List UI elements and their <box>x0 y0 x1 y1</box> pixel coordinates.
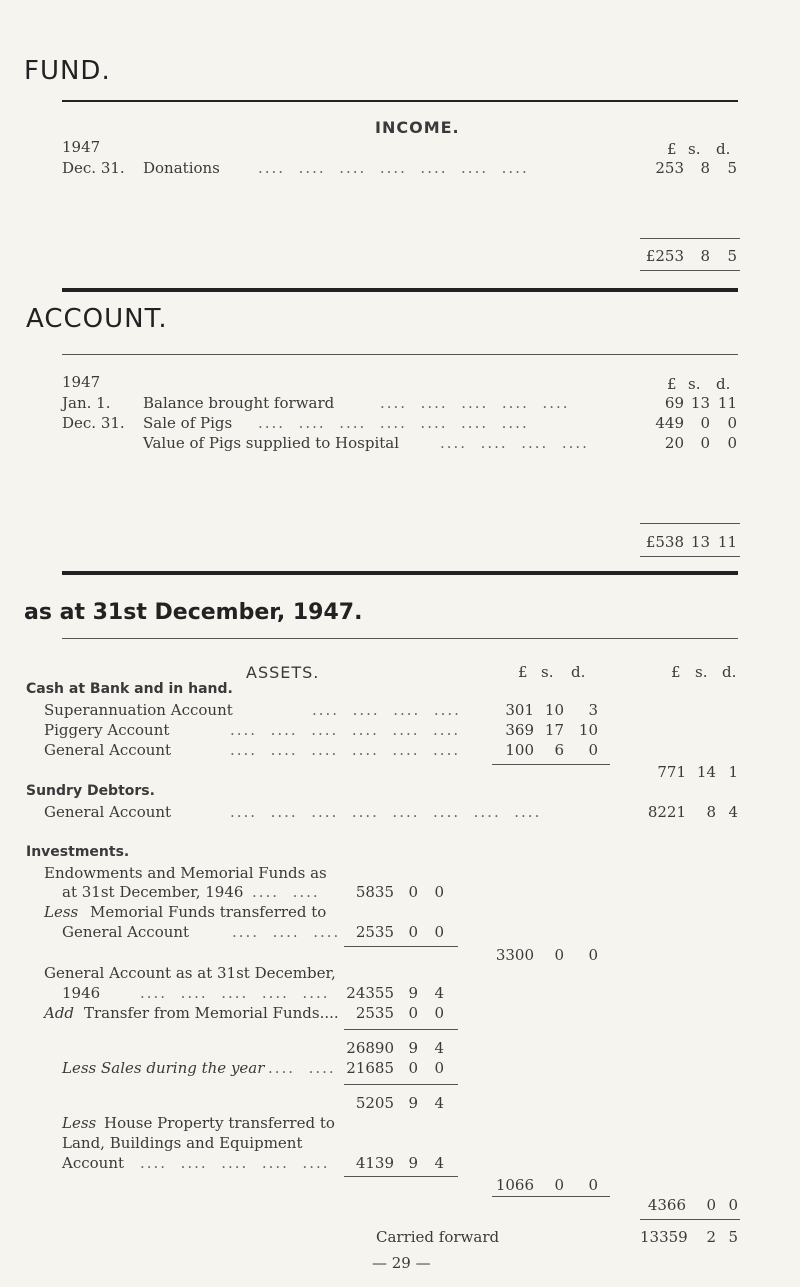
cash-d: 0 <box>588 741 598 759</box>
leader-dots: .... .... .... .... .... .... .... <box>258 159 529 177</box>
investments-heading: Investments. <box>26 844 130 860</box>
income-year: 1947 <box>62 138 101 156</box>
cash-l: 100 <box>505 741 534 759</box>
less3-label: Less <box>62 1114 97 1132</box>
cash-d: 3 <box>588 701 598 719</box>
endow-net-l: 3300 <box>495 946 534 964</box>
total-rule <box>640 270 740 271</box>
leader-dots: .... .... .... .... .... .... <box>230 741 461 759</box>
general-net-d: 0 <box>588 1176 598 1194</box>
account-desc: Value of Pigs supplied to Hospital <box>143 434 400 452</box>
investments-total-s: 0 <box>706 1196 716 1214</box>
income-col-l: £ <box>667 140 677 158</box>
less3-d: 4 <box>434 1154 444 1172</box>
less2-s: 0 <box>408 1059 418 1077</box>
account-date: Jan. 1. <box>62 394 111 412</box>
cash-s: 17 <box>544 721 564 739</box>
sub1-s: 9 <box>408 1039 418 1057</box>
subtotal-rule <box>344 1084 458 1085</box>
less1-label: Less <box>44 903 79 921</box>
add-l: 2535 <box>355 1004 394 1022</box>
assets-heading: ASSETS. <box>246 663 320 682</box>
cash-desc: Piggery Account <box>44 721 170 739</box>
divider <box>62 354 738 355</box>
divider <box>62 288 738 292</box>
sub1-l: 26890 <box>346 1039 394 1057</box>
cash-s: 10 <box>544 701 564 719</box>
endow-s: 0 <box>408 883 418 901</box>
less1-d: 0 <box>434 923 444 941</box>
general-d: 4 <box>434 984 444 1002</box>
subtotal-rule <box>344 946 458 947</box>
general-net-s: 0 <box>554 1176 564 1194</box>
leader-dots: .... .... .... .... <box>312 701 461 719</box>
col2-d: d. <box>722 663 737 681</box>
less1-line2: General Account <box>62 923 190 941</box>
divider <box>62 100 738 102</box>
endow-net-d: 0 <box>588 946 598 964</box>
less1-line1: Memorial Funds transferred to <box>90 903 327 921</box>
divider <box>62 638 738 639</box>
carried-forward-label: Carried forward <box>376 1228 500 1246</box>
general-s: 9 <box>408 984 418 1002</box>
account-s: 13 <box>690 394 710 412</box>
debtors-d: 4 <box>728 803 738 821</box>
account-total-d: 11 <box>717 533 737 551</box>
account-date: Dec. 31. <box>62 414 125 432</box>
account-s: 0 <box>700 414 710 432</box>
leader-dots: .... .... .... .... .... .... .... .... <box>230 803 542 821</box>
balance-heading: as at 31st December, 1947. <box>24 600 363 625</box>
endow-l: 5835 <box>355 883 394 901</box>
leader-dots: .... .... <box>268 1059 336 1077</box>
total-rule <box>640 556 740 557</box>
less3-line3: Account <box>62 1154 125 1172</box>
cash-desc: General Account <box>44 741 172 759</box>
income-d: 5 <box>727 159 737 177</box>
account-s: 0 <box>700 434 710 452</box>
account-desc: Balance brought forward <box>143 394 335 412</box>
less2-label: Less Sales during the year <box>62 1059 265 1077</box>
account-year: 1947 <box>62 373 101 391</box>
investments-total-d: 0 <box>728 1196 738 1214</box>
endow-net-s: 0 <box>554 946 564 964</box>
debtors-desc: General Account <box>44 803 172 821</box>
sub2-s: 9 <box>408 1094 418 1112</box>
cash-d: 10 <box>578 721 598 739</box>
income-total-d: 5 <box>727 247 737 265</box>
total-rule <box>640 1219 740 1220</box>
col2-s: s. <box>695 663 708 681</box>
account-desc: Sale of Pigs <box>143 414 233 432</box>
page-number: — 29 — <box>372 1254 431 1272</box>
less3-line1: House Property transferred to <box>104 1114 335 1132</box>
debtors-heading: Sundry Debtors. <box>26 783 155 799</box>
add-desc: Transfer from Memorial Funds.... <box>84 1004 339 1022</box>
endow-d: 0 <box>434 883 444 901</box>
cash-total-l: 771 <box>657 763 686 781</box>
account-title: ACCOUNT. <box>26 304 168 334</box>
col1-s: s. <box>541 663 554 681</box>
account-col-l: £ <box>667 375 677 393</box>
less2-d: 0 <box>434 1059 444 1077</box>
general-line2: 1946 <box>62 984 101 1002</box>
less2-l: 21685 <box>346 1059 394 1077</box>
general-l: 24355 <box>346 984 394 1002</box>
general-net-l: 1066 <box>495 1176 534 1194</box>
account-l: 69 <box>664 394 684 412</box>
account-l: 20 <box>664 434 684 452</box>
less1-l: 2535 <box>355 923 394 941</box>
income-l: 253 <box>655 159 684 177</box>
leader-dots: .... .... .... .... .... <box>140 984 330 1002</box>
income-heading: INCOME. <box>375 118 460 137</box>
carried-forward-s: 2 <box>706 1228 716 1246</box>
subtotal-rule <box>492 764 610 765</box>
cash-heading: Cash at Bank and in hand. <box>26 681 233 697</box>
endow-line2: at 31st December, 1946 <box>62 883 244 901</box>
cash-l: 369 <box>505 721 534 739</box>
account-l: 449 <box>655 414 684 432</box>
subtotal-rule <box>344 1176 458 1177</box>
account-col-s: s. <box>688 375 701 393</box>
fund-title: FUND. <box>24 56 111 86</box>
cash-desc: Superannuation Account <box>44 701 233 719</box>
sub1-d: 4 <box>434 1039 444 1057</box>
income-col-d: d. <box>716 140 731 158</box>
leader-dots: .... .... .... .... .... .... .... <box>258 414 529 432</box>
divider <box>62 571 738 575</box>
subtotal-rule <box>344 1029 458 1030</box>
col2-l: £ <box>671 663 681 681</box>
add-label: Add <box>44 1004 75 1022</box>
income-s: 8 <box>700 159 710 177</box>
account-d: 0 <box>727 414 737 432</box>
income-total-s: 8 <box>700 247 710 265</box>
account-total-s: 13 <box>690 533 710 551</box>
general-line1: General Account as at 31st December, <box>44 964 336 982</box>
sub2-d: 4 <box>434 1094 444 1112</box>
endow-line1: Endowments and Memorial Funds as <box>44 864 327 882</box>
carried-forward-l: 13359 <box>640 1228 688 1246</box>
total-rule <box>640 523 740 524</box>
add-s: 0 <box>408 1004 418 1022</box>
less1-s: 0 <box>408 923 418 941</box>
account-d: 0 <box>727 434 737 452</box>
leader-dots: .... .... .... <box>232 923 341 941</box>
cash-l: 301 <box>505 701 534 719</box>
investments-total-l: 4366 <box>647 1196 686 1214</box>
account-col-d: d. <box>716 375 731 393</box>
account-d: 11 <box>717 394 737 412</box>
leader-dots: .... .... .... .... .... <box>380 394 570 412</box>
income-col-s: s. <box>688 140 701 158</box>
debtors-l: 8221 <box>647 803 686 821</box>
less3-s: 9 <box>408 1154 418 1172</box>
debtors-s: 8 <box>706 803 716 821</box>
leader-dots: .... .... <box>252 883 320 901</box>
sub2-l: 5205 <box>355 1094 394 1112</box>
less3-l: 4139 <box>355 1154 394 1172</box>
income-total-l: £253 <box>645 247 684 265</box>
income-date: Dec. 31. <box>62 159 125 177</box>
col1-d: d. <box>571 663 586 681</box>
total-rule <box>640 238 740 239</box>
subtotal-rule <box>492 1196 610 1197</box>
cash-total-d: 1 <box>728 763 738 781</box>
leader-dots: .... .... .... .... .... .... <box>230 721 461 739</box>
income-desc: Donations <box>143 159 220 177</box>
leader-dots: .... .... .... .... .... <box>140 1154 330 1172</box>
leader-dots: .... .... .... .... <box>440 434 589 452</box>
carried-forward-d: 5 <box>728 1228 738 1246</box>
col1-l: £ <box>518 663 528 681</box>
cash-total-s: 14 <box>696 763 716 781</box>
cash-s: 6 <box>554 741 564 759</box>
less3-line2: Land, Buildings and Equipment <box>62 1134 303 1152</box>
account-total-l: £538 <box>645 533 684 551</box>
add-d: 0 <box>434 1004 444 1022</box>
